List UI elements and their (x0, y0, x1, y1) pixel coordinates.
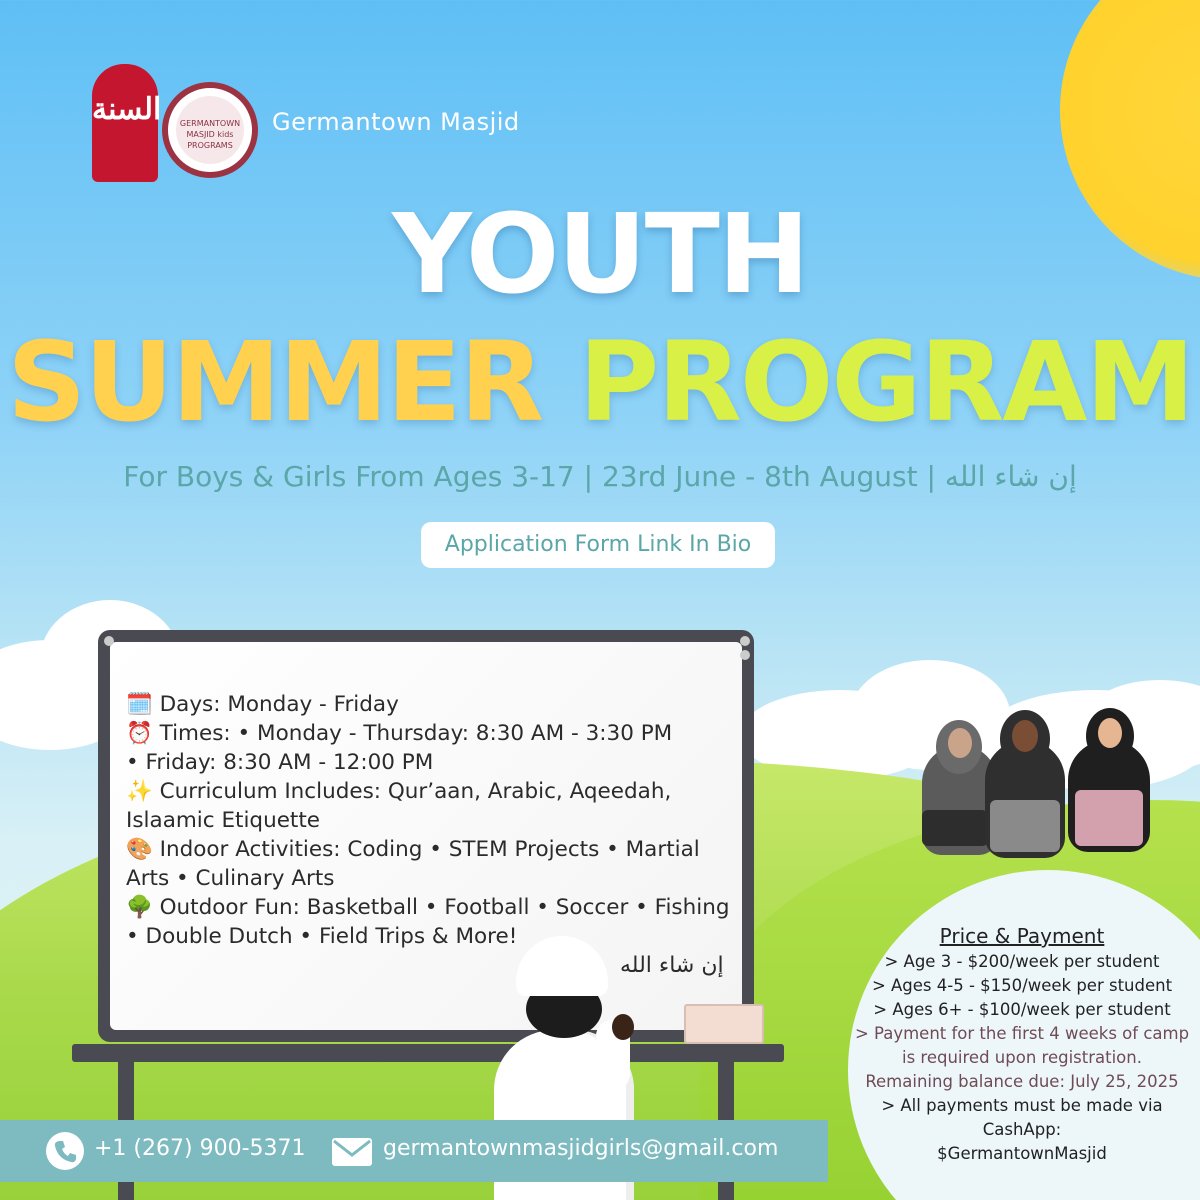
days-line: 🗓️ Days: Monday - Friday (126, 692, 399, 717)
title-youth: YOUTH (392, 190, 808, 318)
balance-due: Remaining balance due: July 25, 2025 (865, 1072, 1179, 1091)
price-age-3: > Age 3 - $200/week per student (884, 952, 1160, 971)
payment-method: > All payments must be made via CashApp: (881, 1096, 1163, 1139)
indoor-activities-line: 🎨 Indoor Activities: Coding • STEM Projects • Martial (126, 837, 700, 862)
friday-times-line: • Friday: 8:30 AM - 12:00 PM (126, 750, 434, 775)
board-tray (72, 1044, 784, 1062)
payment-note: > Payment for the first 4 weeks of camp is required upon registration. (854, 1024, 1190, 1067)
phone-number[interactable]: +1 (267) 900-5371 (94, 1136, 306, 1161)
outdoor-fun-line: 🌳 Outdoor Fun: Basketball • Football • Soccer • Fishing (126, 895, 730, 920)
email-address[interactable]: germantownmasjidgirls@gmail.com (383, 1136, 779, 1161)
indoor-activities-line-2: Arts • Culinary Arts (126, 866, 335, 891)
price-and-payment (852, 924, 1192, 1166)
kids-programs-logo: GERMANTOWN MASJID kids PROGRAMS (162, 82, 258, 178)
title-summer: SUMMER (6, 318, 543, 446)
cashapp-handle[interactable]: $GermantownMasjid (937, 1144, 1107, 1163)
curriculum-line-2: Islaamic Etiquette (126, 808, 321, 833)
title-summer-program (0, 318, 1200, 446)
mail-icon (332, 1138, 372, 1166)
price-ages-6-plus: > Ages 6+ - $100/week per student (873, 1000, 1171, 1019)
board-screw (104, 636, 114, 646)
brand-name: Germantown Masjid (272, 108, 520, 136)
program-details (126, 690, 736, 951)
phone-icon (46, 1132, 84, 1170)
price-title: Price & Payment (939, 924, 1105, 948)
application-link-badge[interactable]: Application Form Link In Bio (421, 522, 775, 568)
board-inshallah: إن شاء الله (620, 953, 724, 978)
board-screw (740, 650, 750, 660)
title-program: PROGRAM (578, 318, 1194, 446)
sunnah-logo: السنة (92, 64, 158, 182)
times-line: ⏰ Times: • Monday - Thursday: 8:30 AM - 3:30 PM (126, 721, 673, 746)
curriculum-line: ✨ Curriculum Includes: Qur’aan, Arabic, Aqeedah, (126, 779, 672, 804)
outdoor-fun-line-2: • Double Dutch • Field Trips & More! (126, 924, 518, 949)
eraser (684, 1004, 764, 1044)
price-ages-4-5: > Ages 4-5 - $150/week per student (871, 976, 1173, 995)
board-screw (740, 636, 750, 646)
program-subtitle: For Boys & Girls From Ages 3-17 | 23rd June - 8th August | إن شاء الله (123, 460, 1077, 493)
